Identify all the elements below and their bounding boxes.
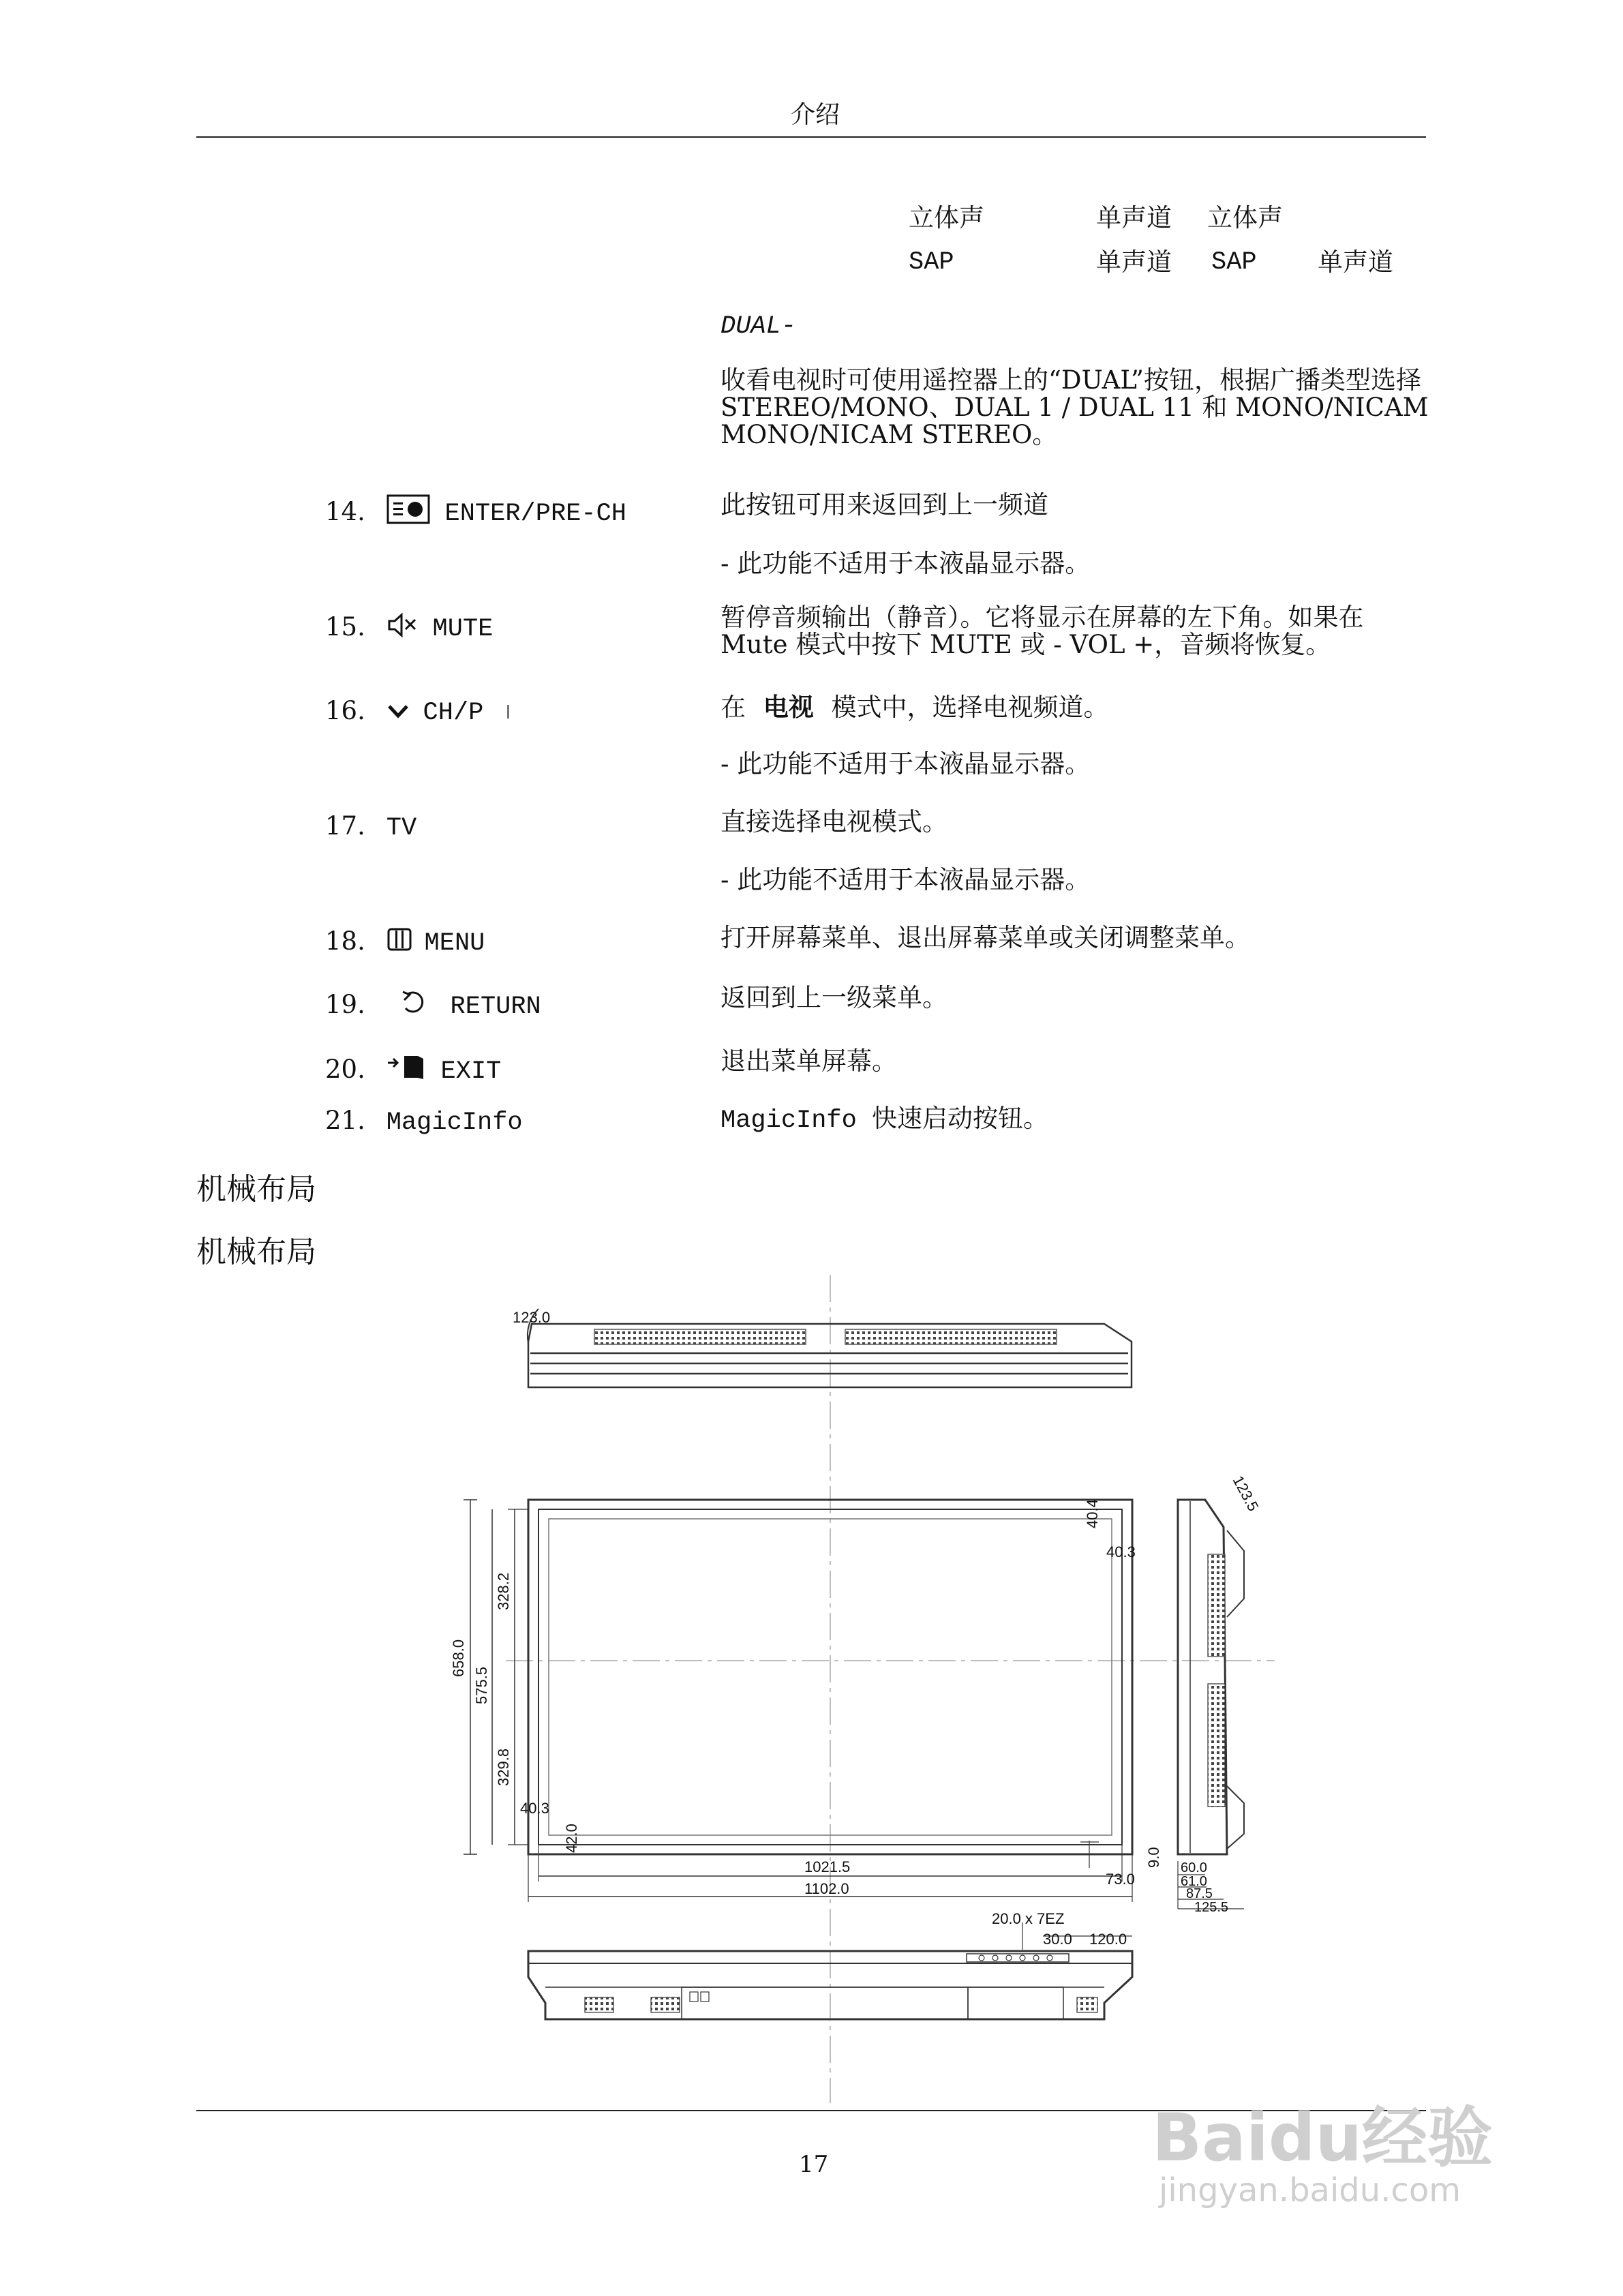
dim-side-125: 125.5 [1194, 1900, 1229, 1915]
item-19-number: 19. [325, 990, 365, 1019]
item-16-label: CH/P [423, 699, 484, 727]
dim-w-1102: 1102.0 [804, 1880, 849, 1897]
baidu-watermark-logo: Baidu经验 [1152, 2100, 1493, 2176]
dim-front-40-3-left: 40.3 [520, 1800, 549, 1817]
baidu-watermark-url: jingyan.baidu.com [1159, 2171, 1461, 2209]
dim-h-42: 42.0 [563, 1824, 580, 1853]
item-18-number: 18. [325, 926, 365, 956]
audio-cell-r2c3: SAP [1211, 248, 1257, 277]
side-view [1178, 1500, 1244, 1909]
item-21-desc: MagicInfo 快速启动按钮。 [721, 1106, 1049, 1135]
dim-side-87: 87.5 [1186, 1886, 1213, 1901]
item-17-note: - 此功能不适用于本液晶显示器。 [721, 865, 1091, 894]
top-view [528, 1309, 1132, 1387]
item-15-desc: 暂停音频输出（静音）。它将显示在屏幕的左下角。如果在 Mute 模式中按下 MUTE 或 - VOL +，音频将恢复。 [721, 603, 1364, 659]
audio-cell-r2c1: SAP [909, 248, 954, 277]
audio-cell-r1c3: 立体声 [1207, 203, 1283, 232]
item-19-desc: 返回到上一级菜单。 [721, 983, 947, 1012]
dim-top-angle: 123.0 [513, 1309, 551, 1326]
item-17-desc: 直接选择电视模式。 [721, 807, 947, 836]
item-21-number: 21. [325, 1106, 365, 1135]
item-16-note: - 此功能不适用于本液晶显示器。 [721, 749, 1091, 779]
item-18-desc: 打开屏幕菜单、退出屏幕菜单或关闭调整菜单。 [721, 923, 1250, 952]
item-16-desc-bold: 电视 [763, 692, 814, 722]
item-16-desc-prefix: 在 [721, 693, 746, 722]
item-20-label: EXIT [440, 1057, 502, 1086]
section-heading-1: 机械布局 [196, 1172, 316, 1207]
dim-bottom-120: 120.0 [1089, 1931, 1127, 1948]
item-16-number: 16. [325, 696, 365, 725]
dim-h-658: 658.0 [450, 1639, 467, 1677]
item-14-label: ENTER/PRE-CH [444, 499, 626, 528]
item-14-note: - 此功能不适用于本液晶显示器。 [721, 549, 1091, 578]
dim-front-40-3-right: 40.3 [1106, 1543, 1136, 1560]
item-15-number: 15. [325, 612, 365, 641]
dim-h-329: 329.8 [495, 1748, 512, 1786]
dim-side-61: 61.0 [1181, 1874, 1207, 1889]
dim-h-575: 575.5 [473, 1666, 490, 1704]
item-15-label: MUTE [432, 615, 494, 644]
dim-side-60: 60.0 [1181, 1860, 1207, 1875]
item-14-desc: 此按钮可用来返回到上一频道 [721, 490, 1048, 519]
dual-label: DUAL- [721, 312, 797, 341]
dim-d-73: 73.0 [1106, 1871, 1135, 1888]
audio-cell-r1c2: 单声道 [1096, 203, 1172, 232]
dim-h-328: 328.2 [495, 1572, 512, 1610]
dim-bottom-30: 30.0 [1043, 1931, 1072, 1948]
dim-side-123-5: 123.5 [1229, 1472, 1262, 1514]
dim-bottom-screw: 20.0 x 7EZ [992, 1910, 1065, 1927]
item-20-desc: 退出菜单屏幕。 [721, 1046, 897, 1076]
item-19-label: RETURN [450, 993, 541, 1021]
audio-cell-r2c4: 单声道 [1318, 247, 1393, 277]
item-14-number: 14. [325, 496, 365, 526]
section-heading-2: 机械布局 [196, 1235, 316, 1269]
page-number: 17 [799, 2151, 829, 2178]
audio-cell-r1c1: 立体声 [909, 203, 984, 232]
audio-cell-r2c2: 单声道 [1096, 247, 1172, 277]
item-18-label: MENU [424, 929, 485, 958]
item-17-label: TV [386, 814, 417, 843]
item-20-number: 20. [325, 1054, 365, 1084]
item-21-label: MagicInfo [386, 1108, 523, 1137]
dim-w-1021: 1021.5 [804, 1858, 851, 1875]
dim-front-40-4: 40.4 [1084, 1499, 1101, 1528]
item-17-number: 17. [325, 811, 365, 841]
page-header-title: 介绍 [791, 101, 840, 129]
item-16-desc-suffix: 模式中，选择电视频道。 [831, 693, 1109, 722]
dim-d-9: 9.0 [1145, 1847, 1162, 1868]
dual-description: 收看电视时可使用遥控器上的“DUAL”按钮，根据广播类型选择 STEREO/MONO、DUAL 1 / DUAL 11 和 MONO/NICAM MONO/NICAM STEREO。 [721, 365, 1429, 449]
